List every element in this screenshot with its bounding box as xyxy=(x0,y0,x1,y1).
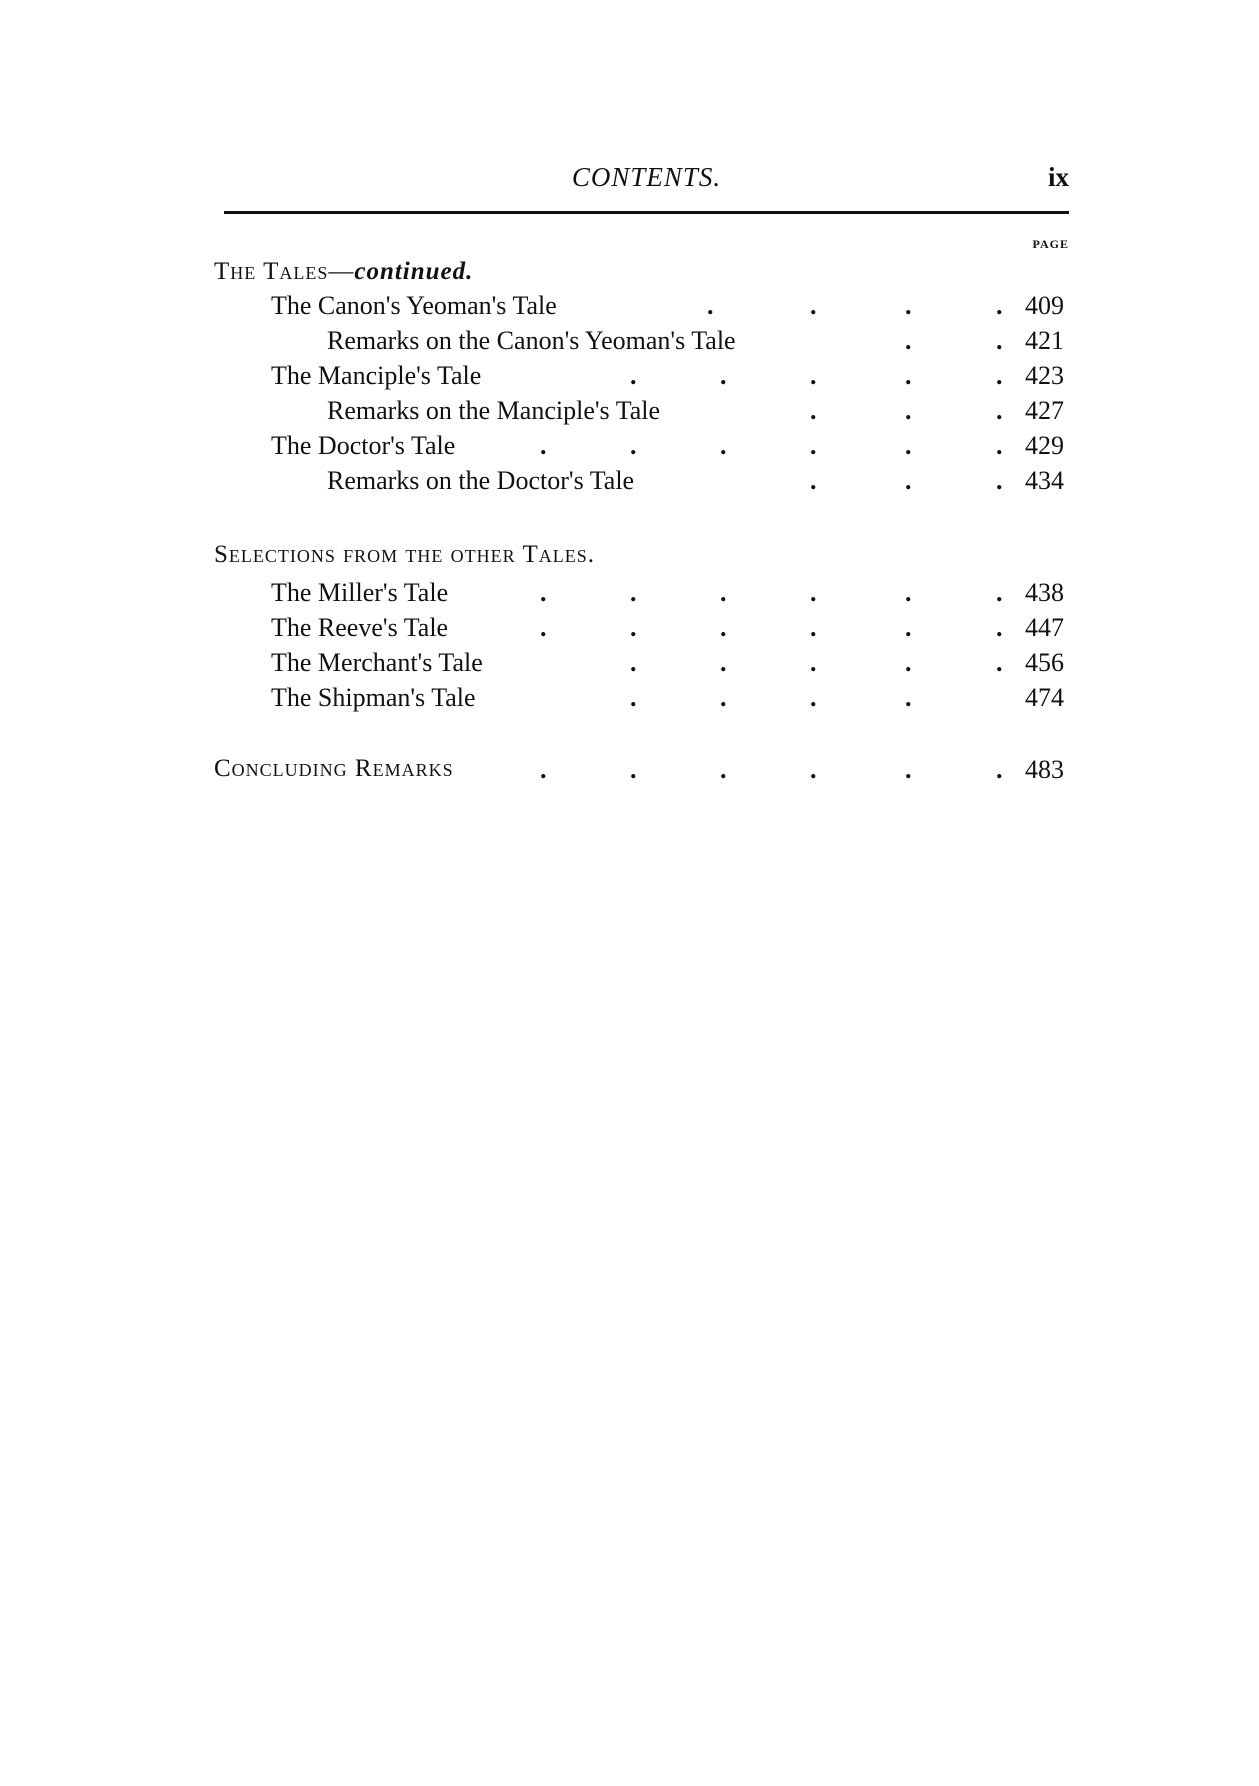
toc-entry-label: The Shipman's Tale xyxy=(271,683,476,712)
running-head xyxy=(224,162,1069,202)
dot-leader: . xyxy=(996,466,1003,495)
toc-entry-page: 438 xyxy=(1025,578,1064,607)
toc-entry-concluding[interactable]: Concluding Remarks . . . . . . 483 xyxy=(0,755,1259,789)
toc-entry-label: Remarks on the Doctor's Tale xyxy=(327,466,635,495)
toc-entry-page: 409 xyxy=(1025,291,1064,320)
toc-entry-page: 456 xyxy=(1025,648,1064,677)
toc-entry-page: 421 xyxy=(1025,326,1064,355)
dot-leader: . xyxy=(996,326,1003,355)
header-rule xyxy=(224,211,1069,214)
toc-entry-page: 434 xyxy=(1025,466,1064,495)
folio-number: ix xyxy=(1047,162,1069,192)
toc-entry-label: The Manciple's Tale xyxy=(271,361,482,390)
toc-entry[interactable]: Remarks on the Canon's Yeoman's Tale . . 421 xyxy=(0,326,1259,360)
section-heading-main: The Tales— xyxy=(214,258,355,285)
toc-entry[interactable]: The Doctor's Tale . . . . . . 429 xyxy=(0,431,1259,465)
toc-entry[interactable]: Remarks on the Doctor's Tale . . . 434 xyxy=(0,466,1259,500)
toc-entry-label: Remarks on the Canon's Yeoman's Tale xyxy=(327,326,736,355)
toc-entry[interactable]: The Miller's Tale . . . . . . 438 xyxy=(0,578,1259,612)
dot-leader: . xyxy=(996,755,1003,784)
dot-leader: . xyxy=(996,396,1003,425)
dot-leader: . xyxy=(996,291,1003,320)
dot-leader: . xyxy=(996,648,1003,677)
toc-entry[interactable]: The Manciple's Tale . . . . . 423 xyxy=(0,361,1259,395)
toc-entry-label: The Doctor's Tale xyxy=(271,431,456,460)
toc-entry-label: Concluding Remarks xyxy=(214,755,454,782)
toc-entry-page: 483 xyxy=(1025,755,1064,784)
toc-entry-page: 429 xyxy=(1025,431,1064,460)
section-heading-main: Selections from the other Tales. xyxy=(214,541,595,568)
toc-entry-label: The Reeve's Tale xyxy=(271,613,449,642)
toc-entry-page: 474 xyxy=(1025,683,1064,712)
toc-entry[interactable]: Remarks on the Manciple's Tale . . . 427 xyxy=(0,396,1259,430)
toc-entry[interactable]: The Shipman's Tale . . . . 474 xyxy=(0,683,1259,717)
toc-entry-label: The Merchant's Tale xyxy=(271,648,483,677)
dot-leader: . xyxy=(996,361,1003,390)
toc-entry-page: 423 xyxy=(1025,361,1064,390)
toc-entry[interactable]: The Canon's Yeoman's Tale . . . . 409 xyxy=(0,291,1259,325)
toc-entry-page: 447 xyxy=(1025,613,1064,642)
page-column-label: PAGE xyxy=(1032,237,1069,251)
dot-leader: . xyxy=(996,613,1003,642)
toc-entry-label: The Canon's Yeoman's Tale xyxy=(271,291,557,320)
section-heading-italic: continued. xyxy=(354,258,474,285)
toc-entry-page: 427 xyxy=(1025,396,1064,425)
dot-leader: . xyxy=(996,431,1003,460)
toc-entry-label: Remarks on the Manciple's Tale xyxy=(327,396,661,425)
section-heading-tales xyxy=(214,258,473,286)
toc-entry[interactable]: The Merchant's Tale . . . . . 456 xyxy=(0,648,1259,682)
toc-entry-label: The Miller's Tale xyxy=(271,578,449,607)
dot-leader: . xyxy=(996,578,1003,607)
toc-entry[interactable]: The Reeve's Tale . . . . . . 447 xyxy=(0,613,1259,647)
page-title: CONTENTS. xyxy=(571,162,722,192)
section-heading-selections xyxy=(214,541,595,569)
